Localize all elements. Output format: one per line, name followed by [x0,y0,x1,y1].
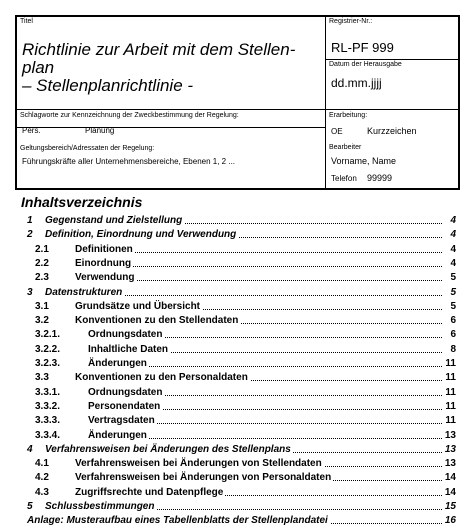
toc-entry[interactable] [15,257,460,271]
toc-entry-title: Änderungen [88,429,147,441]
toc-entry[interactable] [15,314,460,328]
toc-entry-number: 3.3.4. [35,429,61,441]
bearbeiter-label: Bearbeiter [329,144,362,151]
datum-value: dd.mm.jjjj [331,76,382,90]
toc-entry[interactable] [15,343,460,357]
toc-entry-number: 2 [27,229,33,241]
geltung-label: Geltungsbereich/Adressaten der Regelung: [20,145,155,152]
toc-entry-page: 5 [450,286,456,298]
toc-entry-title: Konventionen zu den Personaldaten [75,372,248,384]
toc-entry-title: Verfahrensweisen bei Änderungen von Stellendaten [75,458,322,470]
column-divider [325,17,326,188]
toc-entry[interactable] [15,286,460,300]
toc-entry-page: 11 [445,372,456,384]
toc-entry-page: 8 [450,343,456,355]
telefon-label: Telefon [331,174,357,183]
toc-entry[interactable] [15,243,460,257]
toc-entry-number: 4 [27,443,33,455]
toc-entry[interactable] [15,429,460,443]
schlagwort: Pers. [22,126,41,135]
toc-entry[interactable] [15,386,460,400]
toc-entry-page: 13 [444,458,456,470]
toc-entry-title: Grundsätze und Übersicht [75,300,201,312]
toc-entry-page: 11 [445,386,456,398]
toc-entry-title: Schlussbestimmungen [45,501,155,512]
toc-entry[interactable] [15,457,460,471]
schlagworte-label: Schlagworte zur Kennzeichnung der Zweckbestimmung der Regelung: [20,112,239,119]
toc-entry-title: Verfahrensweisen bei Änderungen von Personaldaten [75,472,332,484]
oe-value: Kurzzeichen [367,126,417,136]
oe-label: OE [331,127,343,136]
registrier-label: Registrier-Nr.: [329,18,373,25]
toc-entry-number: 5 [27,501,33,512]
toc-entry[interactable] [15,357,460,371]
toc-entry-number: 3.3.1. [35,386,61,398]
toc-entry[interactable] [15,371,460,385]
toc-heading: Inhaltsverzeichnis [21,194,143,210]
toc-entry-number: 2.3 [35,272,49,284]
toc-entry-page: 15 [444,501,456,512]
datum-label: Datum der Herausgabe [329,61,402,68]
toc-entry-title: Datenstrukturen [45,286,123,298]
toc-entry-number: 3.3.3. [35,415,61,427]
toc-entry-page: 11 [445,415,456,427]
toc-entry-title: Ordnungsdaten [88,329,163,341]
toc-entry[interactable] [15,500,460,514]
title-line: – Stellenplanrichtlinie - [22,76,194,95]
schlagwort: Planung [85,126,115,135]
toc-entry-number: 4.2 [35,472,49,484]
toc-entry-number: 4.1 [35,458,49,470]
toc-entry-number: 3.1 [35,300,49,312]
toc-entry-number: 3.2.1. [35,329,61,341]
toc-entry-number: 3.2.3. [35,358,61,369]
toc-entry-title: Definitionen [75,243,133,255]
title-line: plan [22,58,55,77]
toc-entry-number: 3.3.2. [35,400,61,412]
toc-entry-title: Ordnungsdaten [88,386,163,398]
toc-entry-title: Inhaltliche Daten [88,343,169,355]
toc-entry-number: 3.2.2. [35,343,61,355]
toc-entry-page: 11 [445,358,456,369]
title-line: Richtlinie zur Arbeit mit dem Stellen- [22,40,296,59]
toc-entry-page: 6 [450,315,456,327]
toc-entry[interactable] [15,328,460,342]
document-title [22,41,295,95]
toc-entry-number: 2.1 [35,243,49,255]
toc-entry-page: 4 [450,215,456,226]
row-divider [325,109,458,110]
telefon-value: 99999 [367,173,393,183]
row-divider [17,127,325,128]
toc-entry-page: 14 [444,472,456,484]
toc-entry-title: Änderungen [88,358,147,369]
row-divider [17,109,325,110]
toc-entry[interactable] [15,271,460,285]
toc-entry[interactable] [15,514,460,528]
toc-entry-number: 3.2 [35,315,49,327]
erarbeitung-label: Erarbeitung: [329,112,368,119]
toc-entry-page: 5 [450,272,456,284]
toc-entry[interactable] [15,471,460,485]
toc-entry-page: 4 [450,243,456,255]
toc-entry-number: 4.3 [35,486,49,498]
bearbeiter-value: Vorname, Name [331,156,397,166]
toc-entry[interactable] [15,300,460,314]
toc-entry-title: Anlage: Musteraufbau eines Tabellenblatts der Stellenplandatei [27,515,328,527]
toc-entry-page: 6 [450,329,456,341]
toc-entry-title: Zugriffsrechte und Datenpflege [75,486,224,498]
toc-entry[interactable] [15,400,460,414]
toc-entry-title: Verwendung [75,272,135,284]
toc-entry[interactable] [15,228,460,242]
toc-entry-page: 4 [450,229,456,241]
toc-entry-title: Gegenstand und Zielstellung [45,215,183,226]
header-table [15,15,460,190]
toc-entry-title: Konventionen zu den Stellendaten [75,315,239,327]
toc-entry-page: 14 [444,486,456,498]
toc-entry[interactable] [15,443,460,457]
toc-entry[interactable] [15,414,460,428]
toc-entry-page: 5 [450,300,456,312]
toc-entry-title: Definition, Einordnung und Verwendung [45,229,237,241]
geltung-value: Führungskräfte aller Unternehmensbereiche, Ebenen 1, 2 ... [22,157,236,166]
toc-entry-number: 2.2 [35,257,49,269]
toc-entry-page: 4 [450,257,456,269]
toc-entry-page: 16 [444,515,456,527]
toc-entry-title: Einordnung [75,257,132,269]
toc-entry[interactable] [15,486,460,500]
toc-entry-number: 3.3 [35,372,49,384]
toc-entry-page: 11 [445,400,456,412]
toc-entry-page: 13 [444,429,456,441]
toc-entry-page: 13 [444,443,456,455]
toc-entry-title: Vertragsdaten [88,415,155,427]
registrier-value: RL-PF 999 [331,40,394,55]
titel-label: Titel [20,18,33,25]
toc-entry-title: Verfahrensweisen bei Änderungen des Stellenplans [45,443,291,455]
toc-entry[interactable] [15,214,460,228]
toc-entry-number: 1 [27,215,33,226]
toc-entry-number: 3 [27,286,33,298]
row-divider [325,59,458,60]
toc-entry-title: Personendaten [88,400,161,412]
